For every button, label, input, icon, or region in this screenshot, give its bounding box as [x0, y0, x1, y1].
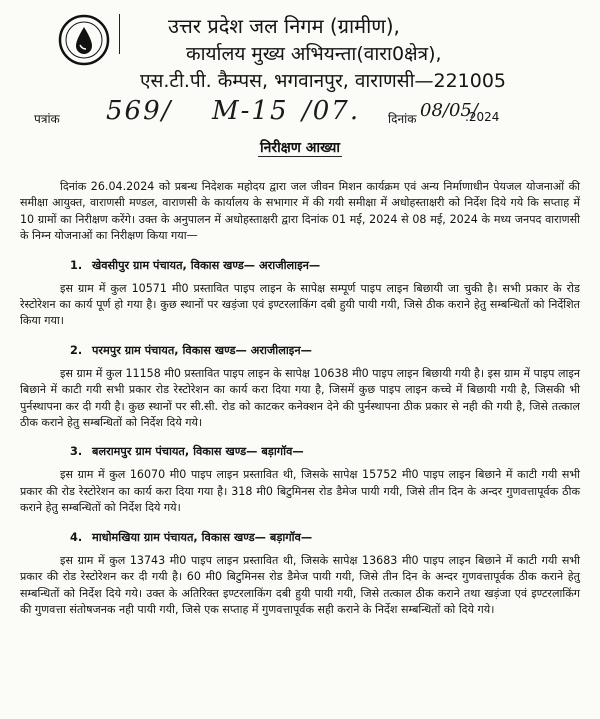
- section-4-number: 4.: [70, 530, 83, 544]
- section-2-text: इस ग्राम में कुल 11158 मी0 प्रस्तावित पाइप लाइन के सापेक्ष 10638 मी0 पाइप लाइन बिछायी गयी है। इस ग्राम में पाइप लाइन बिछाने में काटी गयी सभी प्रकार रोड रेस्टोरेशन का कार्य करा दिया गया है, जिसमें कुछ पाइप लाइन कच्चे में बिछायी गयी है, जिसकी भी पुर्नस्थापना कर दी गयी है। कुछ स्थानों पर सी.सी. रोड को काटकर कनेक्शन देने की पुर्नस्थापना ठीक प्रकार से नही की गयी है, जिसे तत्काल ठीक कराने हेतु सम्बन्धितों को निर्देश दिये गये।: [20, 366, 580, 430]
- section-1-number: 1.: [70, 258, 83, 272]
- patrank-label: पत्रांक: [34, 112, 60, 126]
- section-3-title: बलरामपुर ग्राम पंचायत, विकास खण्ड— बड़ागॉव—: [92, 445, 304, 459]
- intro-paragraph: दिनांक 26.04.2024 को प्रबन्ध निदेशक महोदय द्वारा जल जीवन मिशन कार्यक्रम एवं अन्य निर्माणाधीन पेयजल योजनाओं की समीक्षा आयुक्त, वाराणसी मण्डल, वाराणसी के कार्यालय के सभागार में की गयी समीक्षा में अधोहस्ताक्षरी को निर्देश दिये गये कि सप्ताह में 10 ग्रामों का निरीक्षण करेंगे। उक्त के अनुपालन में अधोहस्ताक्षरी द्वारा दिनांक 01 मई, 2024 से 08 मई, 2024 के मध्य जनपद वाराणसी के निम्न योजनाओं का निरीक्षण किया गया—: [20, 180, 580, 243]
- letter-number-part2: M-15: [212, 96, 289, 126]
- section-2-number: 2.: [70, 343, 83, 357]
- header-address: एस.टी.पी. कैम्पस, भगवानपुर, वाराणसी—221005: [140, 70, 507, 92]
- header-divider: [119, 14, 120, 54]
- section-3-text: इस ग्राम में कुल 16070 मी0 पाइप लाइन प्रस्तावित थी, जिसके सापेक्ष 15752 मी0 पाइप लाइन बिछाने में काटी गयी सभी प्रकार की रोड रेस्टोरेशन का कार्य करा दिया गया है। 318 मी0 बिटुमिनस रोड डैमेज पायी गयी, जिसे तीन दिन के अन्दर गुणवत्तापूर्वक ठीक कराने हेतु सम्बन्धितों को निर्देश दिये गये।: [20, 468, 580, 515]
- report-title: [0, 138, 600, 157]
- date-label: दिनांक: [388, 112, 417, 126]
- section-4-heading: [20, 530, 580, 546]
- section-2-heading: [20, 343, 580, 359]
- section-4-title: माधोमखिया ग्राम पंचायत, विकास खण्ड— बड़ागॉव—: [92, 530, 313, 544]
- section-1-heading: [20, 258, 580, 274]
- report-body: [20, 179, 580, 618]
- cropped-top-text: [0, 0, 600, 6]
- section-2-title: परमपुर ग्राम पंचायत, विकास खण्ड— अराजीलाइन—: [92, 343, 312, 357]
- header-office: कार्यालय मुख्य अभियन्ता(वारा0क्षेत्र),: [186, 43, 442, 65]
- section-3-heading: [20, 444, 580, 460]
- section-1-text: इस ग्राम में कुल 10571 मी0 प्रस्तावित पाइप लाइन के सापेक्ष सम्पूर्ण पाइप लाइन बिछायी जा चुकी है। सभी प्रकार के रोड रेस्टोरेशन का कार्य पूर्ण हो गया है। कुछ स्थानों पर खड़ंजा एवं इण्टरलाकिंग दबी हुयी पायी गयी, जिसे ठीक कराने हेतु सम्बन्धितों को निर्देशित किया गया।: [20, 281, 580, 328]
- jal-nigam-logo: [58, 14, 110, 66]
- header-org-name: उत्तर प्रदेश जल निगम (ग्रामीण),: [168, 14, 400, 38]
- date-year: .2024: [465, 110, 500, 124]
- date-handwritten: 08/05/: [420, 100, 478, 121]
- letter-number-part3: /07.: [302, 96, 361, 126]
- section-1-title: खेवसीपुर ग्राम पंचायत, विकास खण्ड— अराजीलाइन—: [92, 258, 321, 272]
- letter-number-part1: 569/: [106, 96, 173, 126]
- section-4-text: इस ग्राम में कुल 13743 मी0 पाइप लाइन प्रस्तावित थी, जिसके सापेक्ष 13683 मी0 पाइप लाइन बिछाने में काटी गयी सभी प्रकार की रोड रेस्टोरेशन कर दी गयी है। 60 मी0 बिटुमिनस रोड डैमेज पायी गयी, जिसे तीन दिन के अन्दर गुणवत्तापूर्वक ठीक कराने हेतु सम्बन्धितों को निर्देश दिये गये। उक्त के अतिरिक्त इण्टरलाकिंग दबी हुयी पायी गयी, जिसे तत्काल ठीक कराने तथा खड़ंजा एवं इण्टरलाकिंग की गुणवत्ता संतोषजनक नही पायी गयी, जिसे एक सप्ताह में गुणवत्तापूर्वक सही कराने के निर्देश सम्बन्धितों को दिये गये।: [20, 553, 580, 616]
- section-3-number: 3.: [70, 445, 83, 459]
- report-title-text: निरीक्षण आख्या: [259, 140, 341, 156]
